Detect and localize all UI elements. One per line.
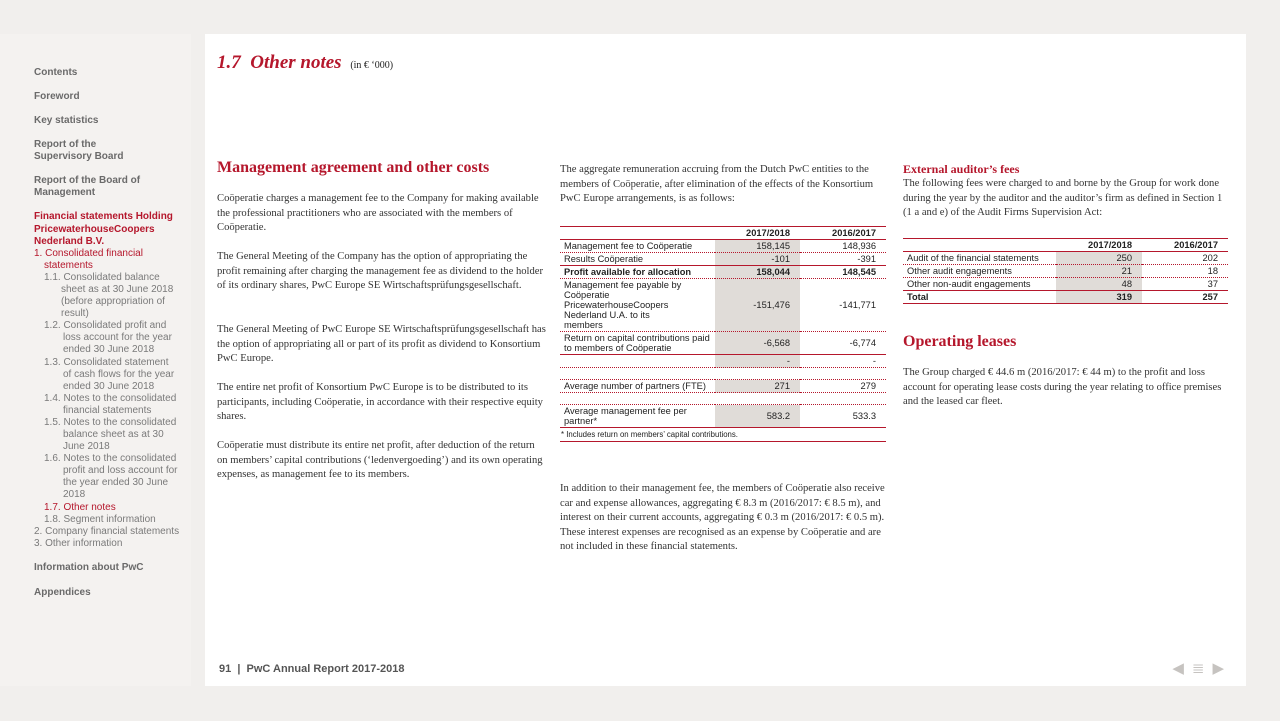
- remuneration-after: In addition to their management fee, the members of Coöperatie also receive car and expense allowances, aggregating € 8.3 m (2016/2017: € 8.5 m), and interest on their current accounts, aggregating € 0.3 m (2016/2017: € 0.5 m). These interest expenses are recognised as an expense by Coöperatie and are not included in these financial statements.: [560, 483, 885, 553]
- remuneration-table: [560, 226, 886, 442]
- menu-icon[interactable]: ≣: [1191, 660, 1213, 677]
- nav-financial-statements[interactable]: Financial statements Holding PricewaterhouseCoopers Nederland B.V.: [34, 211, 173, 247]
- previous-page-icon[interactable]: ◀: [1172, 660, 1192, 677]
- nav-information-about-pwc[interactable]: Information about PwC: [34, 562, 144, 573]
- management-heading: Management agreement and other costs: [217, 159, 490, 176]
- nav-sub-1-2[interactable]: 1.2. Consolidated profit and loss account for the year ended 30 June 2018: [44, 320, 172, 356]
- table-row: Audit of the financial statements 250 202: [903, 252, 1228, 265]
- nav-sub-2[interactable]: 2. Company financial statements: [34, 526, 180, 537]
- table-row: - -: [560, 355, 886, 368]
- table-spacer: [560, 368, 886, 380]
- page-title: [217, 52, 393, 74]
- col-header: 2017/2018: [1056, 239, 1142, 252]
- table-row: Total 319 257: [903, 291, 1228, 304]
- management-p4: The entire net profit of Konsortium PwC Europe is to be distributed to its participants, including Coöperatie, in accordance with their respective equity shares.: [217, 382, 543, 423]
- sidebar-nav: [0, 34, 191, 686]
- page-footer: 91 | PwC Annual Report 2017-2018: [219, 663, 405, 675]
- table-row: Management fee to Coöperatie 158,145 148,936: [560, 240, 886, 253]
- table-row: Average management fee per partner* 583.2 533.3: [560, 405, 886, 428]
- table-footnote: * Includes return on members’ capital contributions.: [560, 428, 886, 442]
- table-spacer: [560, 393, 886, 405]
- remuneration-intro: The aggregate remuneration accruing from the Dutch PwC entities to the members of Coöperatie, after elimination of the effects of the Konsortium PwC Europe arrangements, is as follows:: [560, 164, 874, 205]
- nav-sub-3[interactable]: 3. Other information: [34, 538, 123, 549]
- nav-sub-1-1[interactable]: 1.1. Consolidated balance sheet as at 30 June 2018 (before appropriation of result): [44, 272, 174, 320]
- table-row: Results Coöperatie -101 -391: [560, 253, 886, 266]
- leases-heading: Operating leases: [903, 333, 1017, 350]
- nav-board-of-management[interactable]: Report of the Board of Management: [34, 175, 141, 198]
- table-row: Other audit engagements 21 18: [903, 265, 1228, 278]
- col-header: 2016/2017: [1142, 239, 1228, 252]
- table-row: Profit available for allocation 158,044 148,545: [560, 266, 886, 279]
- nav-sub-1-6[interactable]: 1.6. Notes to the consolidated profit and loss account for the year ended 30 June 2018: [44, 453, 178, 501]
- title-number: 1.7: [217, 52, 241, 73]
- table-row: Average number of partners (FTE) 271 279: [560, 380, 886, 393]
- document-page: [205, 34, 1246, 686]
- nav-supervisory-board[interactable]: Report of the Supervisory Board: [34, 139, 124, 162]
- col-header: 2016/2017: [800, 227, 886, 240]
- nav-sub-1-5[interactable]: 1.5. Notes to the consolidated balance sheet as at 30 June 2018: [44, 417, 177, 453]
- nav-sub-1-4[interactable]: 1.4. Notes to the consolidated financial statements: [44, 393, 177, 417]
- next-page-icon[interactable]: ▶: [1212, 660, 1224, 677]
- table-row: Management fee payable by Coöperatie PricewaterhouseCoopers Nederland U.A. to its members -151,476 -141,771: [560, 279, 886, 332]
- nav-sub-1-8[interactable]: 1.8. Segment information: [44, 514, 156, 525]
- nav-sub-1[interactable]: 1. Consolidated financial statements: [34, 248, 143, 272]
- nav-appendices[interactable]: Appendices: [34, 587, 91, 598]
- management-p3: The General Meeting of PwC Europe SE Wirtschaftsprüfungsgesellschaft has the option of appropriating all or part of its profit as dividend to Konsortium PwC Europe.: [217, 324, 546, 365]
- management-p2: The General Meeting of the Company has the option of appropriating the profit remaining after charging the management fee as dividend to the holder of its ordinary shares, PwC Europe SE Wirtschaftsprüfungsgesellschaft.: [217, 251, 544, 292]
- table-row: Other non-audit engagements 48 37: [903, 278, 1228, 291]
- leases-text: The Group charged € 44.6 m (2016/2017: € 44 m) to the profit and loss account for operating lease costs during the year relating to office premises and the leased car fleet.: [903, 367, 1222, 408]
- nav-sub-1-7[interactable]: 1.7. Other notes: [44, 502, 116, 513]
- page-nav-controls: [1172, 659, 1224, 677]
- nav-foreword[interactable]: Foreword: [34, 91, 80, 102]
- nav-sub-1-3[interactable]: 1.3. Consolidated statement of cash flows for the year ended 30 June 2018: [44, 357, 175, 393]
- title-text: Other notes: [250, 52, 342, 73]
- col-header: 2017/2018: [715, 227, 800, 240]
- nav-key-statistics[interactable]: Key statistics: [34, 115, 99, 126]
- table-row: Return on capital contributions paid to members of Coöperatie -6,568 -6,774: [560, 332, 886, 355]
- auditor-fees-table: [903, 238, 1228, 304]
- auditor-heading: External auditor’s fees: [903, 162, 1020, 176]
- auditor-intro: The following fees were charged to and borne by the Group for work done during the year by the auditor and the auditor’s firm as defined in Section 1 (1 a and e) of the Audit Firms Supervision Act:: [903, 178, 1223, 219]
- title-unit: (in € ‘000): [350, 60, 394, 71]
- management-p1: Coöperatie charges a management fee to the Company for making available the professional practitioners who are associated with the members of Coöperatie.: [217, 193, 539, 234]
- nav-contents[interactable]: Contents: [34, 67, 78, 78]
- management-p5: Coöperatie must distribute its entire net profit, after deduction of the return on members’ capital contributions (‘ledenvergoeding’) and its own operating expenses, as management fee to its members.: [217, 440, 543, 481]
